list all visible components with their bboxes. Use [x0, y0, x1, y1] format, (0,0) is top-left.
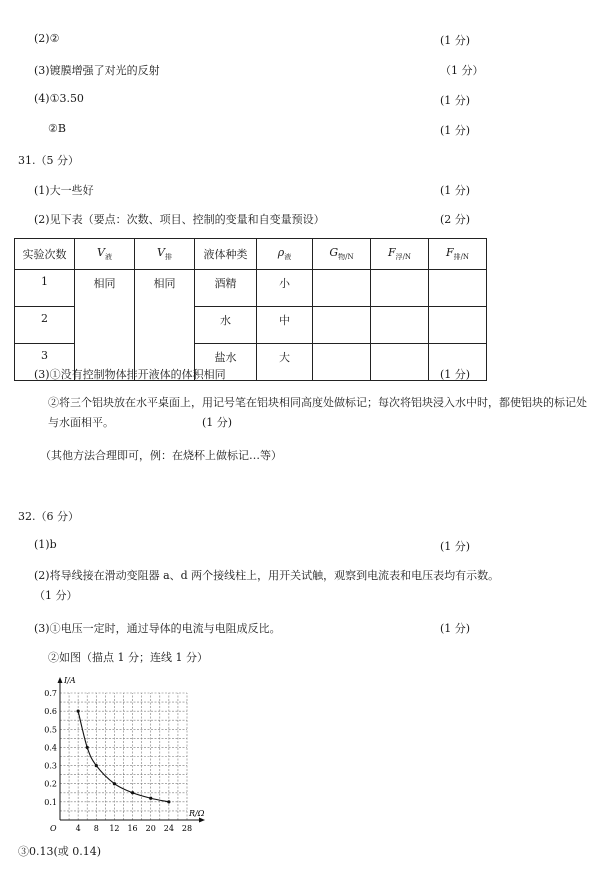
table-cell	[371, 344, 429, 381]
table-row	[15, 270, 487, 307]
q31-p2-score: (2 分)	[440, 213, 471, 226]
data-point	[95, 764, 98, 767]
q31-p3b-text: ②将三个铝块放在水平桌面上，用记号笔在铝块相同高度处做标记；每次将铝块浸入水中时，都使铝块的标记处与水面相平。 (1 分)	[48, 396, 587, 429]
current-resistance-chart	[28, 676, 218, 836]
q32-p3a-text: (3)①电压一定时，通过导体的电流与电阻成反比。	[34, 622, 281, 635]
table-cell	[313, 270, 371, 307]
table-cell: 中	[257, 307, 313, 344]
y-tick-label: 0.1	[44, 797, 57, 807]
q31-header: 31.（5 分）	[18, 154, 79, 167]
y-tick-label: 0.4	[44, 743, 57, 753]
x-tick-label: 12	[109, 824, 120, 833]
x-tick-label: 16	[127, 824, 138, 833]
y-tick-label: 0.6	[44, 707, 57, 717]
table-cell: 酒精	[195, 270, 257, 307]
q32-p1-text: (1)b	[34, 538, 57, 551]
header-cell: $V_排$	[135, 239, 195, 270]
y-axis-arrow	[58, 677, 63, 683]
y-tick-label: 0.7	[44, 689, 57, 698]
x-tick-label: 8	[93, 824, 99, 833]
x-tick-label: 24	[163, 824, 174, 833]
table-cell	[313, 307, 371, 344]
x-axis-arrow	[199, 818, 205, 823]
q32-p2-text: (2)将导线接在滑动变阻器 a、d 两个接线柱上，用开关试触，观察到电流表和电压表均有示数。 （1 分）	[34, 569, 500, 602]
header-cell: $F_{浮/N}$	[371, 239, 429, 270]
table-cell: 大	[257, 344, 313, 381]
q31-p3a-score: (1 分)	[440, 368, 471, 381]
table-cell-merged: 相同	[135, 270, 195, 381]
table-cell: 水	[195, 307, 257, 344]
q32-header: 32.（6 分）	[18, 510, 79, 523]
q31-note: （其他方法合理即可，例：在烧杯上做标记…等）	[40, 449, 282, 462]
q31-p1-score: (1 分)	[440, 184, 471, 197]
table-cell	[429, 270, 487, 307]
x-tick-label: 20	[145, 824, 156, 833]
header-cell: $G_{物/N}$	[313, 239, 371, 270]
chart-ticks	[44, 689, 192, 833]
q30-p4b-text: ②B	[48, 122, 66, 135]
data-point	[77, 710, 80, 713]
header-cell: $\rho_液$	[257, 239, 313, 270]
q30-p3-text: (3)镀膜增强了对光的反射	[34, 64, 160, 77]
table-cell: 3	[15, 344, 75, 381]
data-point	[149, 797, 152, 800]
header-cell: 液体种类	[195, 239, 257, 270]
origin-label: O	[50, 824, 57, 833]
q31-p1-text: (1)大一些好	[34, 184, 94, 197]
y-tick-label: 0.2	[44, 779, 57, 789]
table-cell	[429, 307, 487, 344]
chart-axes	[58, 677, 206, 823]
q32-p3c-text: ③0.13(或 0.14)	[18, 845, 102, 858]
experiment-table	[14, 238, 487, 381]
table-cell: 2	[15, 307, 75, 344]
q30-p4a-score: (1 分)	[440, 94, 471, 107]
header-cell: $V_液$	[75, 239, 135, 270]
data-point	[86, 746, 89, 749]
table-cell: 小	[257, 270, 313, 307]
y-axis-label: I/A	[64, 676, 76, 685]
table-cell-merged: 相同	[75, 270, 135, 381]
table-cell	[371, 307, 429, 344]
x-tick-label: 28	[181, 824, 193, 833]
data-point	[113, 782, 116, 785]
header-cell: 实验次数	[15, 239, 75, 270]
q30-p3-score: （1 分）	[440, 64, 484, 77]
table-cell: 1	[15, 270, 75, 307]
q31-p3b-score: (1 分)	[202, 416, 233, 429]
q30-p2-text: (2)②	[34, 32, 60, 45]
y-tick-label: 0.3	[44, 761, 57, 771]
q30-p4b-score: (1 分)	[440, 124, 471, 137]
table-cell	[371, 270, 429, 307]
table-cell: 盐水	[195, 344, 257, 381]
data-point	[131, 791, 134, 794]
q31-p3a-text: (3)①没有控制物体排开液体的体积相同	[34, 368, 226, 381]
q31-p2-text: (2)见下表（要点：次数、项目、控制的变量和自变量预设）	[34, 213, 325, 226]
table-header-row	[15, 239, 487, 270]
q32-p1-score: (1 分)	[440, 540, 471, 553]
q32-p3b-text: ②如图（描点 1 分；连线 1 分）	[48, 651, 208, 664]
y-tick-label: 0.5	[44, 725, 57, 735]
q30-p2-score: (1 分)	[440, 34, 471, 47]
x-axis-label: R/Ω	[189, 809, 205, 818]
x-tick-label: 4	[75, 824, 81, 833]
q30-p4a-text: (4)①3.50	[34, 92, 84, 105]
table-cell	[313, 344, 371, 381]
header-cell: $F_{排/N}$	[429, 239, 487, 270]
q32-p3a-score: (1 分)	[440, 622, 471, 635]
q32-p2-score: （1 分）	[34, 589, 78, 602]
data-point	[167, 800, 170, 803]
